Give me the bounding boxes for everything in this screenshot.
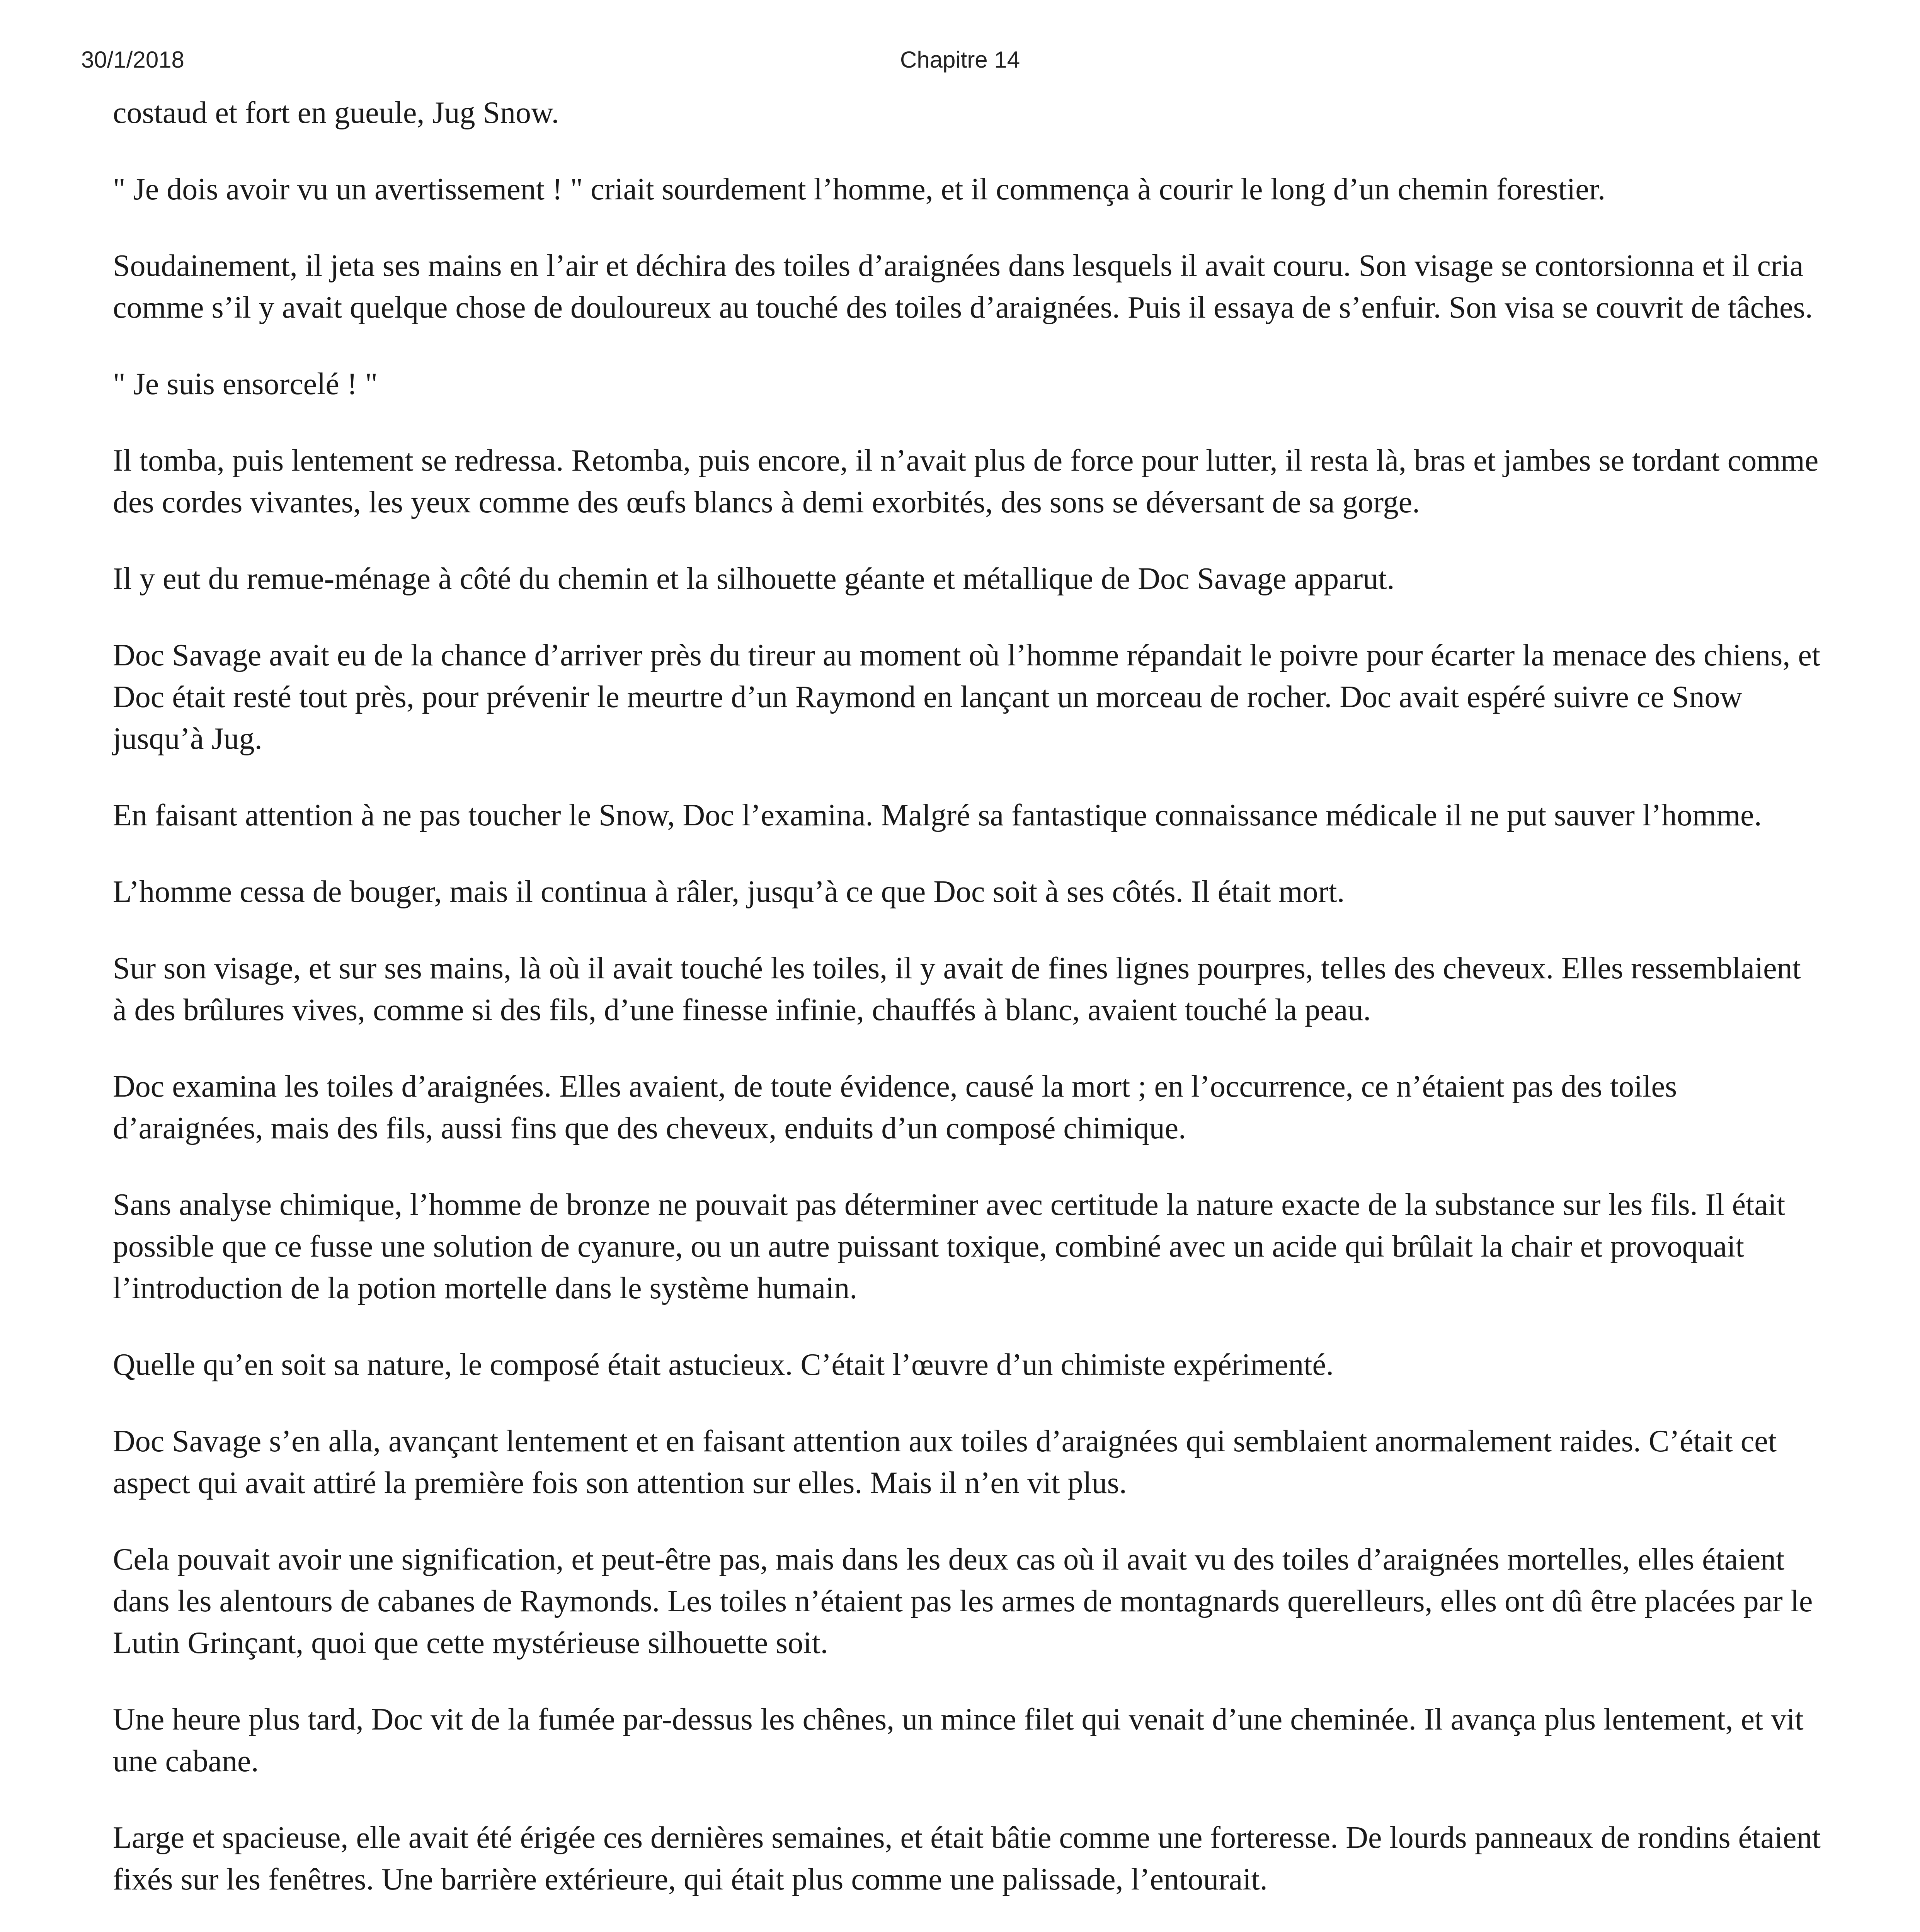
print-date: 30/1/2018 — [81, 47, 184, 73]
paragraph: Doc Savage s’en alla, avançant lentement et en faisant attention aux toiles d’araignées qui semblaient anormalement raides. C’était cet aspect qui avait attiré la première fois son attention sur elles. Mais il n’en vit plus. — [113, 1424, 1777, 1500]
print-header — [0, 46, 1920, 81]
paragraph: Il y eut du remue-ménage à côté du chemin et la silhouette géante et métallique de Doc Savage apparut. — [113, 562, 1395, 596]
paragraph: Soudainement, il jeta ses mains en l’air et déchira des toiles d’araignées dans lesquels il avait couru. Son visage se contorsionna et il cria comme s’il y avait quelque chose de douloureux au touché des toiles d’araignées. Puis il essaya de s’enfuir. Son visa se couvrit de tâches. — [113, 249, 1813, 325]
page-title: Chapitre 14 — [900, 47, 1020, 73]
paragraph: Cela pouvait avoir une signification, et peut-être pas, mais dans les deux cas où il avait vu des toiles d’araignées mortelles, elles étaient dans les alentours de cabanes de Raymonds. Les toiles n’étaient pas les armes de montagnards querelleurs, elles ont dû être placées par le Lutin Grinçant, quoi que cette mystérieuse silhouette soit. — [113, 1543, 1813, 1660]
paragraph: Une heure plus tard, Doc vit de la fumée par-dessus les chênes, un mince filet qui venait d’une cheminée. Il avança plus lentement, et vit une cabane. — [113, 1702, 1804, 1778]
paragraph: En faisant attention à ne pas toucher le Snow, Doc l’examina. Malgré sa fantastique connaissance médicale il ne put sauver l’homme. — [113, 798, 1762, 832]
paragraph: Doc Savage avait eu de la chance d’arriver près du tireur au moment où l’homme répandait le poivre pour écarter la menace des chiens, et Doc était resté tout près, pour prévenir le meurtre d’un Raymond en lançant un morceau de rocher. Doc avait espéré suivre ce Snow jusqu’à Jug. — [113, 638, 1821, 756]
paragraph: costaud et fort en gueule, Jug Snow. — [113, 96, 559, 130]
paragraph: Il tomba, puis lentement se redressa. Retomba, puis encore, il n’avait plus de force pour lutter, il resta là, bras et jambes se tordant comme des cordes vivantes, les yeux comme des œufs blancs à demi exorbités, des sons se déversant de sa gorge. — [113, 444, 1819, 519]
paragraph: " Je dois avoir vu un avertissement ! " criait sourdement l’homme, et il commença à courir le long d’un chemin forestier. — [113, 172, 1605, 206]
paragraph: Sans analyse chimique, l’homme de bronze ne pouvait pas déterminer avec certitude la nature exacte de la substance sur les fils. Il était possible que ce fusse une solution de cyanure, ou un autre puissant toxique, combiné avec un acide qui brûlait la chair et provoquait l’introduction de la potion mortelle dans le système humain. — [113, 1188, 1786, 1305]
paragraph: Sur son visage, et sur ses mains, là où il avait touché les toiles, il y avait de fines lignes pourpres, telles des cheveux. Elles ressemblaient à des brûlures vives, comme si des fils, d’une finesse infinie, chauffés à blanc, avaient touché la peau. — [113, 951, 1801, 1027]
paragraph: Large et spacieuse, elle avait été érigée ces dernières semaines, et était bâtie comme une forteresse. De lourds panneaux de rondins étaient fixés sur les fenêtres. Une barrière extérieure, qui était plus comme une palissade, l’entourait. — [113, 1821, 1821, 1896]
paragraph: Quelle qu’en soit sa nature, le composé était astucieux. C’était l’œuvre d’un chimiste expérimenté. — [113, 1348, 1334, 1382]
paragraph: " Je suis ensorcelé ! " — [113, 367, 378, 401]
chapter-text — [113, 92, 1821, 1932]
paragraph: L’homme cessa de bouger, mais il continua à râler, jusqu’à ce que Doc soit à ses côtés. Il était mort. — [113, 875, 1345, 909]
paragraph: Doc examina les toiles d’araignées. Elles avaient, de toute évidence, causé la mort ; en l’occurrence, ce n’étaient pas des toiles d’araignées, mais des fils, aussi fins que des cheveux, enduits d’un composé chimique. — [113, 1070, 1677, 1145]
